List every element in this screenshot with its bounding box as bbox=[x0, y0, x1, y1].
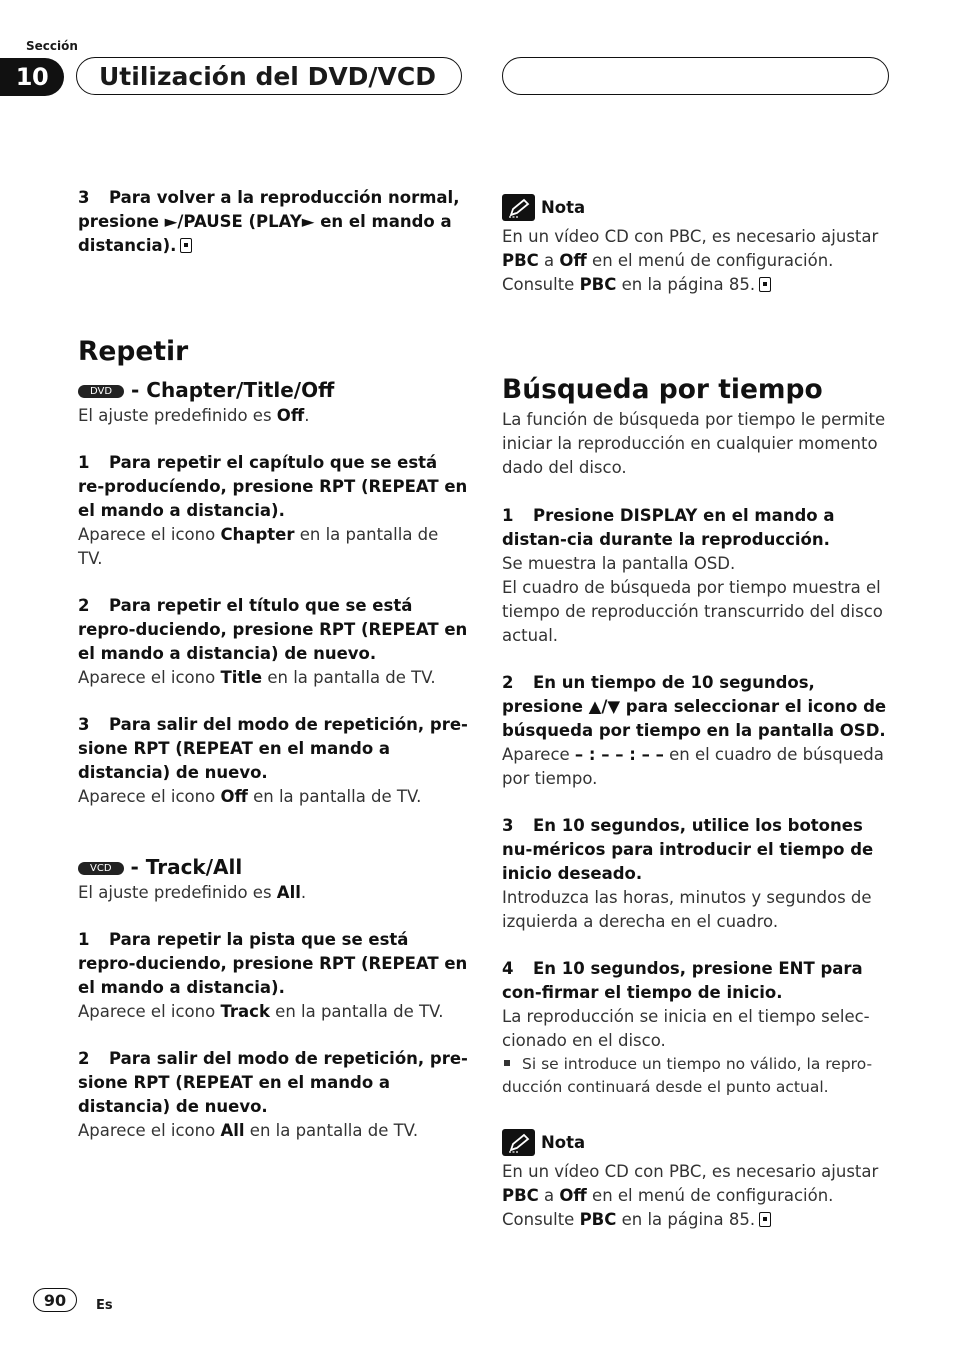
pencil-icon bbox=[502, 194, 535, 221]
chapter-title-pill bbox=[76, 57, 462, 95]
bullet-square-icon bbox=[504, 1060, 510, 1066]
busqueda-step-3: 3 En 10 segundos, utilice los botones nu-méricos para introducir el tiempo de inicio deseado. bbox=[502, 816, 874, 883]
nota-label: Nota bbox=[541, 198, 586, 217]
busqueda-step-4-p1: La reproducción se inicia en el tiempo selec-cionado en el disco. bbox=[502, 1007, 870, 1050]
busqueda-intro: La función de búsqueda por tiempo le permite iniciar la reproducción en cualquier momento dado del disco. bbox=[502, 410, 886, 477]
nota-1-text: En un vídeo CD con PBC, es necesario ajustar PBC a Off en el menú de configuración. Consulte PBC en la página 85. bbox=[502, 227, 879, 294]
pencil-icon bbox=[502, 1129, 535, 1156]
busqueda-step-2: 2 En un tiempo de 10 segundos, presione ▲/▼ para seleccionar el icono de búsqueda por tiempo en la pantalla OSD. bbox=[502, 673, 887, 740]
nota-header bbox=[502, 1129, 892, 1156]
dvd-step-3: 3 Para salir del modo de repetición, pre-sione RPT (REPEAT en el mando a distancia) de nuevo. bbox=[78, 715, 468, 782]
vcd-step-1: 1 Para repetir la pista que se está repro-duciendo, presione RPT (REPEAT en el mando a distancia). bbox=[78, 930, 468, 997]
nota-label: Nota bbox=[541, 1133, 586, 1152]
dvd-step-1: 1 Para repetir el capítulo que se está re-producíendo, presione RPT (REPEAT en el mando a distancia). bbox=[78, 453, 468, 520]
vcd-default-setting: El ajuste predefinido es All. bbox=[78, 883, 307, 902]
end-of-section-icon bbox=[759, 1212, 771, 1227]
busqueda-step-2-result: Aparece – : – – : – – en el cuadro de búsqueda por tiempo. bbox=[502, 745, 884, 788]
header-pill-empty bbox=[502, 57, 889, 95]
left-column bbox=[78, 186, 468, 1143]
right-column bbox=[502, 194, 892, 1232]
end-of-section-icon bbox=[180, 238, 192, 253]
language-code: Es bbox=[96, 1298, 113, 1313]
end-of-section-icon bbox=[759, 277, 771, 292]
vcd-step-2-result: Aparece el icono All en la pantalla de TV. bbox=[78, 1121, 419, 1140]
vcd-badge: VCD bbox=[78, 862, 124, 875]
nota-header bbox=[502, 194, 892, 221]
dvd-step-2-result: Aparece el icono Title en la pantalla de TV. bbox=[78, 668, 436, 687]
vcd-subheading: VCD - Track/All bbox=[78, 853, 468, 881]
busqueda-step-4: 4 En 10 segundos, presione ENT para con-firmar el tiempo de inicio. bbox=[502, 959, 863, 1002]
busqueda-step-1-p2: El cuadro de búsqueda por tiempo muestra el tiempo de reproducción transcurrido del disco actual. bbox=[502, 578, 883, 645]
repetir-heading: Repetir bbox=[78, 336, 189, 367]
busqueda-step-4-bullet: Si se introduce un tiempo no válido, la repro-ducción continuará desde el punto actual. bbox=[502, 1055, 873, 1096]
busqueda-step-3-p1: Introduzca las horas, minutos y segundos de izquierda a derecha en el cuadro. bbox=[502, 888, 872, 931]
busqueda-step-1-p1: Se muestra la pantalla OSD. bbox=[502, 554, 736, 573]
dvd-subheading: DVD - Chapter/Title/Off bbox=[78, 376, 468, 404]
dvd-step-3-result: Aparece el icono Off en la pantalla de TV. bbox=[78, 787, 422, 806]
chapter-title: Utilización del DVD/VCD bbox=[99, 61, 436, 91]
busqueda-heading: Búsqueda por tiempo bbox=[502, 374, 823, 405]
page-number: 90 bbox=[33, 1288, 77, 1312]
play-icon: ► bbox=[301, 212, 315, 231]
busqueda-step-1: 1 Presione DISPLAY en el mando a distan-cia durante la reproducción. bbox=[502, 506, 835, 549]
vcd-step-2: 2 Para salir del modo de repetición, pre-sione RPT (REPEAT en el mando a distancia) de nuevo. bbox=[78, 1049, 468, 1116]
dvd-default-setting: El ajuste predefinido es Off. bbox=[78, 406, 310, 425]
section-label: Sección bbox=[26, 39, 78, 53]
step-resume-normal: 3 Para volver a la reproducción normal, presione ►/PAUSE (PLAY► en el mando a distancia). bbox=[78, 188, 460, 255]
nota-2-text: En un vídeo CD con PBC, es necesario ajustar PBC a Off en el menú de configuración. Consulte PBC en la página 85. bbox=[502, 1162, 879, 1229]
dvd-step-1-result: Aparece el icono Chapter en la pantalla de TV. bbox=[78, 525, 439, 568]
play-icon: ► bbox=[164, 212, 178, 231]
vcd-step-1-result: Aparece el icono Track en la pantalla de TV. bbox=[78, 1002, 444, 1021]
step-number: 3 bbox=[78, 188, 90, 207]
dvd-badge: DVD bbox=[78, 385, 124, 398]
section-number-tab: 10 bbox=[0, 58, 64, 96]
dvd-step-2: 2 Para repetir el título que se está repro-duciendo, presione RPT (REPEAT en el mando a distancia) de nuevo. bbox=[78, 596, 468, 663]
